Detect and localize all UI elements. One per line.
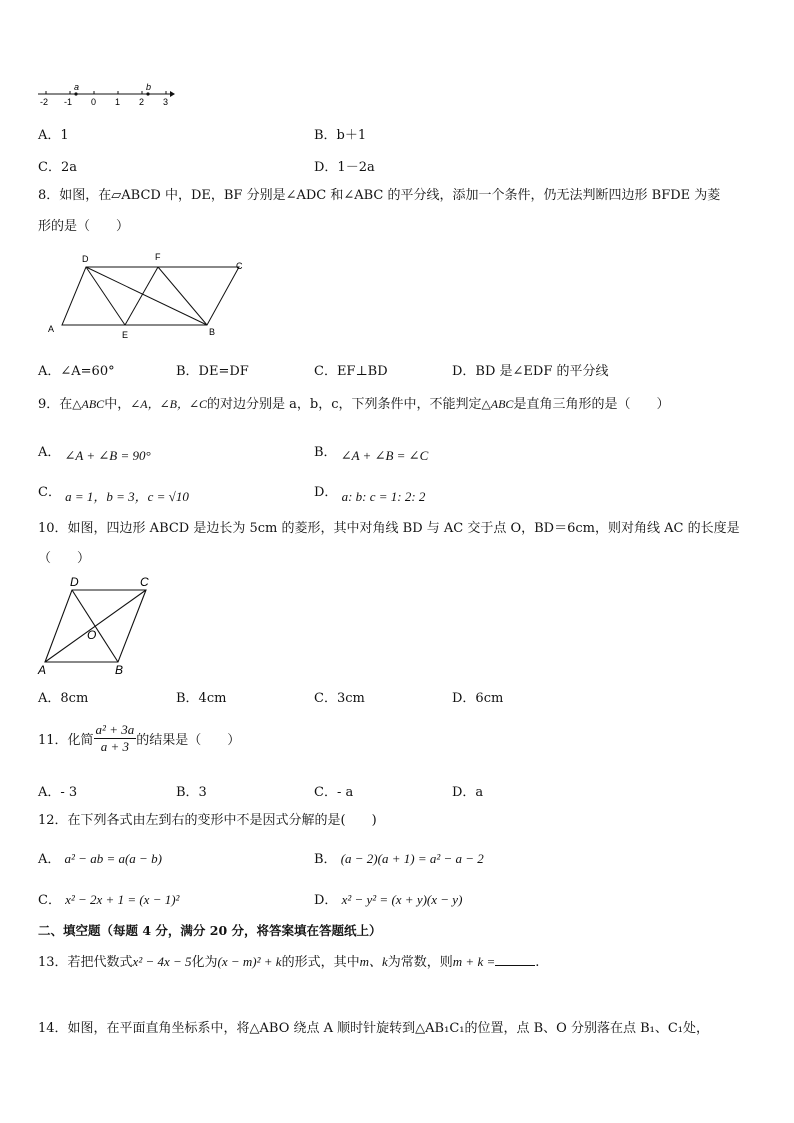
rhombus-figure xyxy=(36,574,161,678)
q9-option-d-expr: a: b: c = 1: 2: 2 xyxy=(341,489,426,504)
q12-option-b-expr: (a − 2)(a + 1) = a² − a − 2 xyxy=(340,851,484,866)
q12-option-b xyxy=(314,848,484,867)
q9-option-c-expr: a = 1，b = 3，c = √10 xyxy=(65,489,189,504)
point-a-label: a xyxy=(74,82,80,92)
rhombus-label-c: C xyxy=(140,575,149,589)
q10-option-a: A．8cm xyxy=(38,691,89,706)
tick-label: -2 xyxy=(40,97,49,107)
q11-option-c: C．- a xyxy=(314,785,354,800)
q10-option-d: D．6cm xyxy=(452,691,504,706)
q9-option-d-label: D． xyxy=(314,485,338,500)
q11-post: 的结果是（ ） xyxy=(136,733,241,748)
vertex-label-d: D xyxy=(82,254,89,264)
section-2-title: 二、填空题（每题 4 分，满分 20 分，将答案填在答题纸上） xyxy=(38,923,382,938)
q12-option-d xyxy=(314,889,462,908)
q9-angles: ∠A，∠B，∠C xyxy=(130,397,208,411)
q11-pre: 11．化简 xyxy=(38,733,94,748)
q9-option-c xyxy=(38,481,189,504)
q8-option-c: C．EF⊥BD xyxy=(314,364,388,379)
rhombus-label-d: D xyxy=(70,575,79,589)
q12-option-c-expr: x² − 2x + 1 = (x − 1)² xyxy=(65,892,180,907)
q8-option-b: B．DE=DF xyxy=(176,364,249,379)
vertex-label-b: B xyxy=(209,327,216,337)
q11-option-b: B．3 xyxy=(176,785,207,800)
tick-label: 1 xyxy=(115,97,121,107)
q8-option-a: A．∠A=60° xyxy=(38,364,115,379)
q9-option-d xyxy=(314,481,426,504)
q12-option-a xyxy=(38,848,162,867)
q9-triangle-2: △ABC xyxy=(481,397,514,411)
q9-stem xyxy=(38,397,669,414)
q13-expr-2: (x − m)² + k xyxy=(217,954,282,969)
q12-option-c xyxy=(38,889,179,908)
point-b-label: b xyxy=(146,82,152,92)
q9-pre: 9．在 xyxy=(38,397,73,412)
vertex-label-c: C xyxy=(236,261,243,271)
q13-vars: m、k xyxy=(359,954,388,969)
q12-option-d-expr: x² − y² = (x + y)(x − y) xyxy=(341,892,463,907)
q13-mid: 化为 xyxy=(191,955,218,970)
q9-option-a-label: A． xyxy=(38,445,61,460)
q9-option-b xyxy=(314,441,429,463)
tick-label: 2 xyxy=(139,97,145,107)
q9-mid1: 中， xyxy=(104,397,131,412)
q7-option-a: A．1 xyxy=(38,128,69,143)
q11-option-d: D．a xyxy=(452,785,484,800)
q9-option-c-label: C． xyxy=(38,485,61,500)
q9-triangle: △ABC xyxy=(72,397,105,411)
q11-fraction xyxy=(94,722,137,755)
q11-denominator: a + 3 xyxy=(100,739,130,754)
number-line-figure xyxy=(36,82,176,108)
q13-answer-blank[interactable] xyxy=(495,965,535,966)
q9-post: 是直角三角形的是（ ） xyxy=(513,397,670,412)
q14-stem: 14．如图，在平面直角坐标系中，将△ABO 绕点 A 顺时针旋转到△AB₁C₁的位置，点 B、O 分别落在点 B₁、C₁处， xyxy=(38,1021,710,1036)
q13-expr-3: m + k = xyxy=(452,954,496,969)
tick-label: -1 xyxy=(64,97,73,107)
q9-option-b-label: B． xyxy=(314,445,337,460)
tick-label: 0 xyxy=(91,97,97,107)
vertex-label-e: E xyxy=(122,330,129,340)
q10-stem-line2: （ ） xyxy=(38,551,91,566)
q10-option-b: B．4cm xyxy=(176,691,227,706)
q9-option-a xyxy=(38,441,151,463)
parallelogram-figure xyxy=(44,250,254,342)
rhombus-label-b: B xyxy=(115,663,124,677)
q12-option-c-label: C． xyxy=(38,893,61,908)
rhombus-label-a: A xyxy=(38,663,47,677)
q8-option-d: D．BD 是∠EDF 的平分线 xyxy=(452,364,609,379)
q12-option-b-label: B． xyxy=(314,852,337,867)
q7-option-c: C．2a xyxy=(38,160,77,175)
q9-option-a-expr: ∠A + ∠B = 90° xyxy=(64,448,151,463)
q13-pre: 13．若把代数式 xyxy=(38,955,133,970)
q10-stem-line1: 10．如图，四边形 ABCD 是边长为 5cm 的菱形，其中对角线 BD 与 AC 交于点 O，BD＝6cm，则对角线 AC 的长度是 xyxy=(38,521,740,536)
q13-post: 的形式，其中 xyxy=(281,955,360,970)
q13-stem xyxy=(38,951,539,970)
q8-stem-line1: 8．如图，在▱ABCD 中，DE，BF 分别是∠ADC 和∠ABC 的平分线，添加一个条件，仍无法判断四边形 BFDE 为菱 xyxy=(38,188,721,203)
tick-label: 3 xyxy=(163,97,169,107)
q13-expr-1: x² − 4x − 5 xyxy=(132,954,192,969)
q13-post-2: 为常数，则 xyxy=(387,955,453,970)
q7-option-d: D．1－2a xyxy=(314,160,375,175)
q8-stem-line2: 形的是（ ） xyxy=(38,219,130,234)
q12-stem: 12．在下列各式由左到右的变形中不是因式分解的是( ) xyxy=(38,813,377,828)
q12-option-a-expr: a² − ab = a(a − b) xyxy=(64,851,162,866)
q9-mid2: 的对边分别是 a，b，c，下列条件中，不能判定 xyxy=(207,397,482,412)
q10-option-c: C．3cm xyxy=(314,691,365,706)
q11-numerator: a² + 3a xyxy=(95,722,135,737)
q12-option-d-label: D． xyxy=(314,893,338,908)
q11-stem xyxy=(38,722,240,755)
q13-end: . xyxy=(535,955,540,970)
vertex-label-f: F xyxy=(155,252,161,262)
q11-option-a: A．- 3 xyxy=(38,785,78,800)
rhombus-label-o: O xyxy=(87,628,97,642)
q9-option-b-expr: ∠A + ∠B = ∠C xyxy=(340,448,429,463)
q12-option-a-label: A． xyxy=(38,852,61,867)
q7-option-b: B．b＋1 xyxy=(314,128,367,143)
vertex-label-a: A xyxy=(48,324,55,334)
